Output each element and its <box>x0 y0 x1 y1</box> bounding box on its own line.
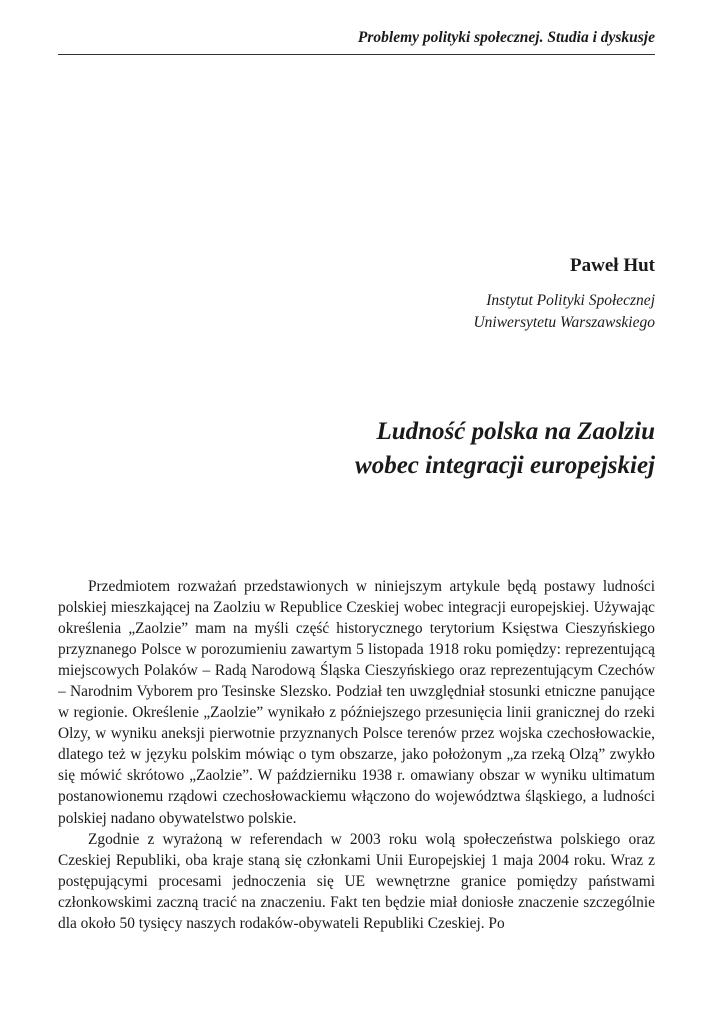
body-paragraph-1: Przedmiotem rozważań przedstawionych w niniejszym artykule będą postawy ludności polskiej mieszkającej na Zaolziu w Republice Czeskiej wobec integracji europejskiej. Używając określenia „Zaolzie” mam na myśli część historycznego terytorium Księstwa Cieszyńskiego przyznanego Polsce w porozumieniu zawartym 5 listopada 1918 roku pomiędzy: reprezentującą miejscowych Polaków – Radą Narodową Śląska Cieszyńskiego oraz reprezentującym Czechów – Narodnim Vyborem pro Tesinske Slezsko. Podział ten uwzględniał stosunki etniczne panujące w regionie. Określenie „Zaolzie” wynikało z późniejszego przesunięcia linii granicznej do rzeki Olzy, w wyniku aneksji pierwotnie przyznanych Polsce terenów przez wojska czechosłowackie, dlatego też w języku polskim mówiąc o tym obszarze, jako położonym „za rzeką Olzą” zwykło się mówić skrótowo „Zaolzie”. W październiku 1938 r. omawiany obszar w wyniku ultimatum postanowionemu rządowi czechosłowackiemu włączono do województwa śląskiego, a ludności polskiej nadano obywatelstwo polskie. <box>58 578 655 827</box>
running-header: Problemy polityki społecznej. Studia i dyskusje <box>357 29 655 46</box>
author-name: Paweł Hut <box>570 255 655 276</box>
body-paragraph-2: Zgodnie z wyrażoną w referendach w 2003 roku wolą społeczeństwa polskiego oraz Czeskiej Republiki, oba kraje staną się członkami Unii Europejskiej 1 maja 2004 roku. Wraz z postępującymi procesami jednoczenia się UE wewnętrzne granice pomiędzy państwami członkowskimi zaczną tracić na znaczeniu. Fakt ten będzie miał doniosłe znaczenie szczególnie dla około 50 tysięcy naszych rodaków-obywateli Republiki Czeskiej. Po <box>58 830 655 932</box>
article-title-line-2: wobec integracji europejskiej <box>355 452 655 479</box>
author-affiliation-line-1: Instytut Polityki Społecznej <box>486 292 655 309</box>
article-body <box>58 576 655 934</box>
author-affiliation-line-2: Uniwersytetu Warszawskiego <box>473 314 655 331</box>
article-title-line-1: Ludność polska na Zaolziu <box>376 418 655 445</box>
header-rule <box>58 54 655 55</box>
